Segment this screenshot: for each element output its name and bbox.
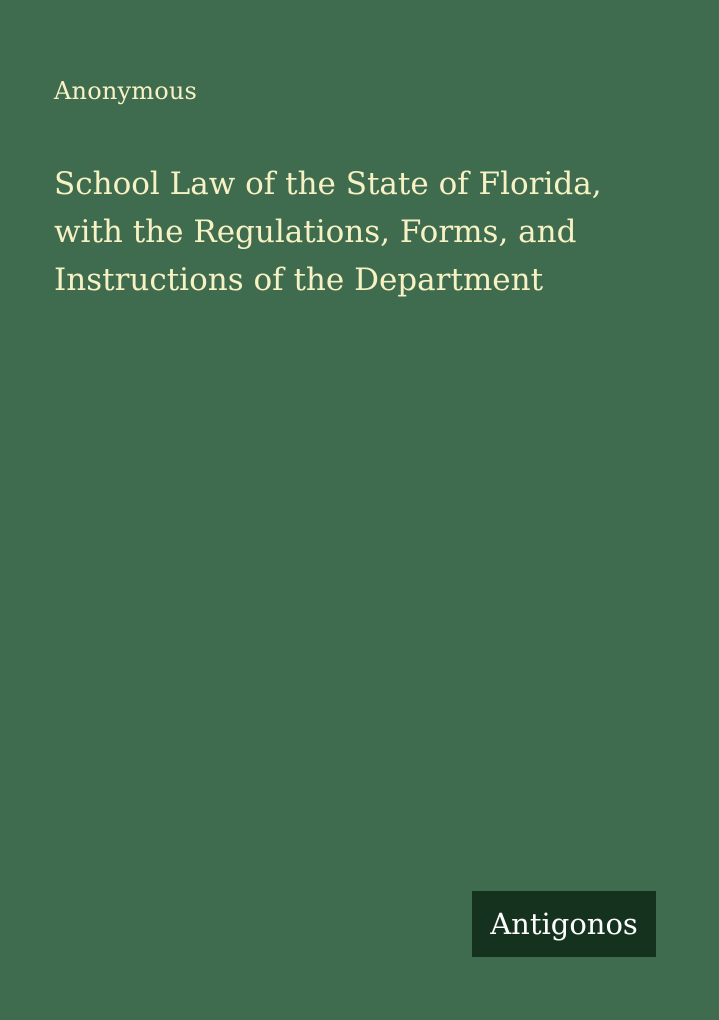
book-title: School Law of the State of Florida, with the Regulations, Forms, and Instructions of the Department [54, 166, 602, 298]
publisher-badge [472, 891, 656, 957]
author-name: Anonymous [54, 77, 198, 105]
publisher-name: Antigonos [490, 906, 638, 941]
